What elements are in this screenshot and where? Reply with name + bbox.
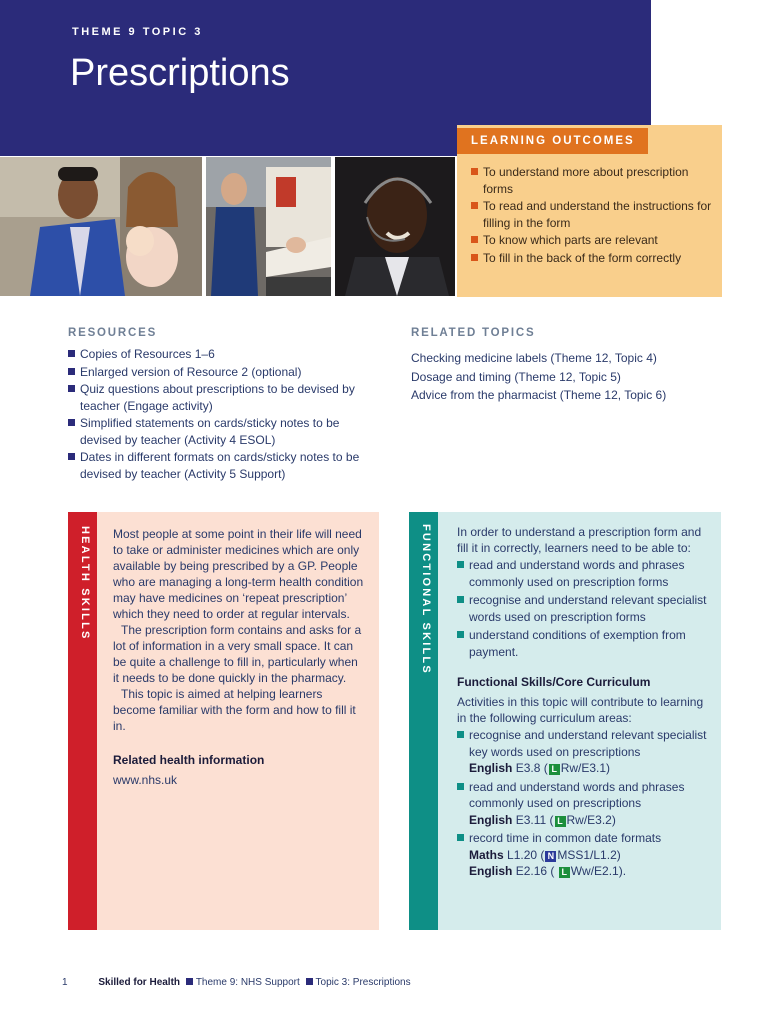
ref-suffix: Ww/E2.1). [570,864,627,878]
curriculum-item-text: recognise and understand relevant specialist key words used on prescriptions [469,728,707,759]
photo-call-operator [335,157,455,296]
nhs-link[interactable]: www.nhs.uk [113,773,178,787]
literacy-badge: L [559,867,570,878]
health-skills-paragraph: Most people at some point in their life will need to take or administer medicines which are only available by being prescribed by a GP. People who are managing a long-term health condition may have medicines on ‘repeat prescription’ which they need to order at regular intervals. [113,527,364,621]
learning-outcome-item: To fill in the back of the form correctly [471,250,716,267]
resources-heading: RESOURCES [68,327,158,339]
footer-topic: Topic 3: Prescriptions [315,977,411,988]
resource-item: Dates in different formats on cards/sticky notes to be devised by teacher (Activity 5 Support) [68,449,378,482]
ref-suffix: Rw/E3.2) [566,812,616,827]
ref-subject: English [469,864,513,878]
health-skills-text [113,526,366,788]
functional-skill-item: understand conditions of exemption from payment. [457,627,715,660]
resource-item: Enlarged version of Resource 2 (optional) [68,364,378,381]
learning-outcome-item: To understand more about prescription forms [471,164,716,197]
functional-skills-text [457,524,715,882]
resource-item: Copies of Resources 1–6 [68,346,378,363]
related-topic-item: Checking medicine labels (Theme 12, Topic 4) [411,351,657,365]
functional-skill-item: read and understand words and phrases commonly used on prescription forms [457,557,715,590]
functional-skills-list [457,557,715,660]
curriculum-ref [469,847,715,864]
curriculum-item-text: record time in common date formats [469,831,662,845]
resource-item: Simplified statements on cards/sticky notes to be devised by teacher (Activity 4 ESOL) [68,415,378,448]
health-skills-label: HEALTH SKILLS [79,526,91,641]
functional-skill-item: recognise and understand relevant specialist words used on prescription forms [457,592,715,625]
ref-suffix: Rw/E3.1) [560,761,611,775]
functional-skills-intro: In order to understand a prescription form and fill it in correctly, learners need to be able to: [457,525,702,555]
related-topic-item: Advice from the pharmacist (Theme 12, Topic 6) [411,388,667,402]
functional-skills-label: FUNCTIONAL SKILLS [420,524,432,675]
learning-outcomes-list [471,164,716,267]
curriculum-list [457,727,715,880]
learning-outcomes-heading: LEARNING OUTCOMES [457,128,648,154]
photo-doctor-child [0,157,202,296]
related-topic-item: Dosage and timing (Theme 12, Topic 5) [411,369,621,384]
curriculum-item [457,727,715,777]
ref-suffix: MSS1/L1.2) [557,847,621,862]
footer-brand: Skilled for Health [98,977,181,988]
numeracy-badge: N [545,851,556,862]
theme-label: THEME 9 TOPIC 3 [72,26,203,38]
curriculum-heading: Functional Skills/Core Curriculum [457,675,651,689]
footer-theme: Theme 9: NHS Support [195,977,300,988]
ref-subject: English [469,812,513,827]
curriculum-item-text: read and understand words and phrases commonly used on prescriptions [469,779,685,810]
resource-item: Quiz questions about prescriptions to be devised by teacher (Engage activity) [68,381,378,414]
health-skills-paragraph: This topic is aimed at helping learners become familiar with the form and how to fill it in. [113,687,356,733]
ref-subject: Maths [469,847,504,862]
health-skills-bar [68,512,97,930]
curriculum-intro: Activities in this topic will contribute to learning in the following curriculum areas: [457,695,704,725]
curriculum-item [457,779,715,829]
ref-code: E3.8 ( [515,761,548,775]
page-number: 1 [62,977,68,988]
learning-outcome-item: To read and understand the instructions for filling in the form [471,198,716,231]
literacy-badge: L [555,816,566,827]
footer-separator-icon [306,978,313,985]
functional-skills-bar [409,512,438,930]
curriculum-item [457,830,715,880]
ref-subject: English [469,761,513,775]
footer-separator-icon [186,978,193,985]
related-health-info-heading: Related health information [113,753,265,767]
health-skills-paragraph: The prescription form contains and asks for a lot of information in a very small space. It can be quite a challenge to fill in, particularly when it needs to be done quickly in the pharmacy. [113,623,362,685]
ref-code: E2.16 ( [515,864,558,878]
curriculum-ref [469,863,715,880]
resources-list [68,346,378,483]
literacy-badge: L [549,764,560,775]
photo-ambulance-crew [206,157,331,296]
ref-code: L1.20 ( [507,847,545,862]
ref-code: E3.11 ( [515,812,554,827]
learning-outcome-item: To know which parts are relevant [471,232,716,249]
related-topics-list [411,349,731,405]
page-footer [62,977,411,988]
curriculum-ref [469,812,715,829]
curriculum-ref [469,760,715,777]
page-title: Prescriptions [70,52,290,94]
related-topics-heading: RELATED TOPICS [411,327,536,339]
